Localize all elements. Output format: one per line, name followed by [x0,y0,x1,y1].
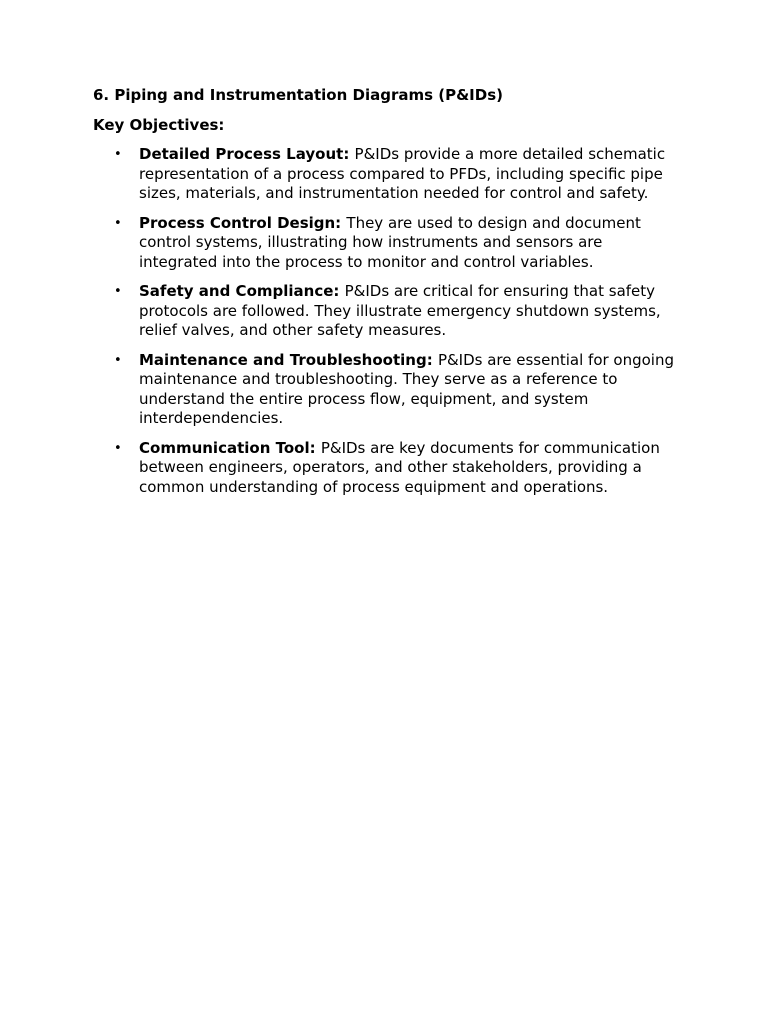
bullet-icon: • [114,215,122,231]
objective-text: P&IDs are key documents for communication between engineers, operators, and other stakeholders, providing a common understanding of process equipment and operations. [139,438,660,496]
objective-term: Process Control Design: [139,213,347,232]
bullet-icon: • [114,147,122,162]
list-item [93,439,683,498]
key-objectives-heading: Key Objectives: [93,115,225,134]
objectives-list [93,145,683,497]
objective-term: Communication Tool: [139,438,321,457]
objective-text: P&IDs provide a more detailed schematic representation of a process compared to PFDs, including specific pipe sizes, materials, and instrumentation needed for control and safety. [139,145,666,202]
objective-term: Safety and Compliance: [139,282,345,300]
section-title: 6. Piping and Instrumentation Diagrams (P&IDs) [93,86,503,104]
bullet-icon: • [114,352,122,368]
bullet-icon: • [114,284,122,299]
list-item [93,282,683,341]
list-item [93,145,683,204]
objective-term: Maintenance and Troubleshooting: [139,350,438,369]
list-item [93,351,683,429]
document-page [93,86,683,507]
objective-text: P&IDs are critical for ensuring that safety protocols are followed. They illustrate emergency shutdown systems, relief valves, and other safety measures. [139,282,661,339]
objective-text: P&IDs are essential for ongoing maintenance and troubleshooting. They serve as a reference to understand the entire process flow, equipment, and system interdependencies. [139,350,675,427]
objective-text: They are used to design and document control systems, illustrating how instruments and sensors are integrated into the process to monitor and control variables. [139,213,641,271]
objective-term: Detailed Process Layout: [139,145,355,163]
bullet-icon: • [114,440,122,456]
list-item [93,214,683,273]
